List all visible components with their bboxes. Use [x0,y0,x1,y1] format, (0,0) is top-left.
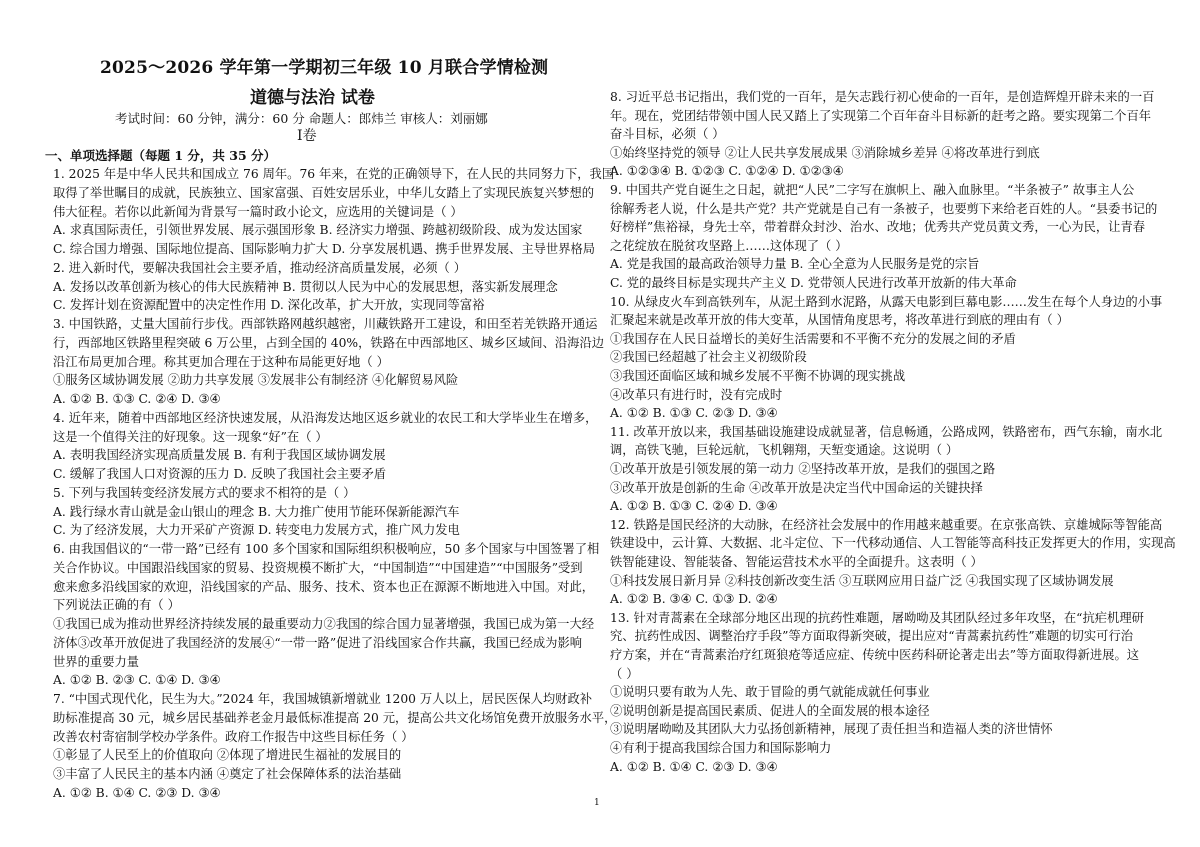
question-line: 汇聚起来就是改革开放的伟大变革，从国情角度思考，将改革进行到底的理由有（ ） [610,313,1069,327]
question-line: ④有利于提高我国综合国力和国际影响力 [610,741,832,755]
volume-label: Ⅰ卷 [297,128,317,144]
question-line: 行，西部地区铁路里程突破 6 万公里，占到全国的 40%，铁路在中西部地区、城乡区域间、沿海沿边 [53,336,605,350]
question-line: A. 表明我国经济实现高质量发展 B. 有利于我国区域协调发展 [53,448,386,462]
subject-title: 道德与法治 试卷 [250,88,375,108]
question-line: A. ①②③④ B. ①②③ C. ①②④ D. ①②③④ [610,164,844,178]
question-line: 之花绽放在脱贫攻坚路上……这体现了（ ） [610,239,848,253]
question-line: A. ①② B. ①③ C. ②④ D. ③④ [610,499,778,513]
question-line: 8. 习近平总书记指出，我们党的一百年，是矢志践行初心使命的一百年，是创造辉煌开辟未来的一百 [610,90,1155,104]
question-line: C. 综合国力增强、国际地位提高、国际影响力扩大 D. 分享发展机遇、携手世界发展、主导世界格局 [53,242,596,256]
question-line: ③我国还面临区域和城乡发展不平衡不协调的现实挑战 [610,369,906,383]
question-line: ②我国已经超越了社会主义初级阶段 [610,350,807,364]
question-line: 沿江布局更加合理。称其更加合理在于这种布局能更好地（ ） [53,355,389,369]
question-line: 调，高铁飞驰，巨轮远航，飞机翱翔，天堑变通途。这说明（ ） [610,443,959,457]
question-line: ①服务区域协调发展 ②助力共享发展 ③发展非公有制经济 ④化解贸易风险 [53,373,459,387]
question-line: ②说明创新是提高国民素质、促进人的全面发展的根本途径 [610,704,930,718]
question-line: 世界的重要力量 [53,655,140,669]
question-line: 铁建设中，云计算、大数据、北斗定位、下一代移动通信、人工智能等高科技正发挥更大的作用，实现高 [610,536,1176,550]
question-line: A. ①② B. ①③ C. ②④ D. ③④ [53,392,221,406]
question-line: C. 为了经济发展，大力开采矿产资源 D. 转变电力发展方式，推广风力发电 [53,523,460,537]
page-number: 1 [594,798,600,808]
question-line: 这是一个值得关注的好现象。这一现象“好”在（ ） [53,430,328,444]
question-line: A. ①② B. ②③ C. ①④ D. ③④ [53,673,221,687]
question-line: 济体③改革开放促进了我国经济的发展④“一带一路”促进了沿线国家合作共赢，我国已经成为影响 [53,636,583,650]
question-line: ①说明只要有敢为人先、敢于冒险的勇气就能成就任何事业 [610,685,930,699]
question-line: 年。现在，党团结带领中国人民又踏上了实现第二个百年奋斗目标新的赶考之路。要实现第二个百年 [610,109,1152,123]
question-line: 1. 2025 年是中华人民共和国成立 76 周年。76 年来，在党的正确领导下，在人民的共同努力下，我国 [53,167,615,181]
question-line: 铁智能建设、智能装备、智能运营技术水平的全面提升。这表明（ ） [610,555,983,569]
question-line: A. ①② B. ③④ C. ①③ D. ②④ [610,592,778,606]
question-line: A. ①② B. ①④ C. ②③ D. ③④ [610,760,778,774]
question-line: 改善农村寄宿制学校办学条件。政府工作报告中这些目标任务（ ） [53,730,414,744]
question-line: ③丰富了人民民主的基本内涵 ④奠定了社会保障体系的法治基础 [53,767,402,781]
question-line: 10. 从绿皮火车到高铁列车，从泥土路到水泥路，从露天电影到巨幕电影……发生在每个人身边的小事 [610,295,1163,309]
question-line: 伟大征程。若你以此新闻为背景写一篇时政小论文，应选用的关键词是（ ） [53,205,463,219]
question-line: ③说明屠呦呦及其团队大力弘扬创新精神，展现了责任担当和造福人类的济世情怀 [610,722,1053,736]
question-line: ③改革开放是创新的生命 ④改革开放是决定当代中国命运的关键抉择 [610,481,983,495]
question-line: A. ①② B. ①④ C. ②③ D. ③④ [53,786,221,800]
question-line: ①改革开放是引领发展的第一动力 ②坚持改革开放，是我们的强国之路 [610,462,996,476]
question-line: A. 求真国际责任，引领世界发展、展示强国形象 B. 经济实力增强、跨越初级阶段、成为发达国家 [53,223,583,237]
question-line: 究、抗药性成因、调整治疗手段”等方面取得新突破，提出应对“青蒿素抗药性”难题的切实可行治 [610,629,1134,643]
question-line: 6. 由我国倡议的“一带一路”已经有 100 多个国家和国际组织积极响应，50 多个国家与中国签署了相 [53,542,600,556]
question-line: 关合作协议。中国跟沿线国家的贸易、投资规模不断扩大，“中国制造”“中国建造”“中国服务”受到 [53,561,583,575]
question-line: ①我国存在人民日益增长的美好生活需要和不平衡不充分的发展之间的矛盾 [610,332,1016,346]
question-line: 9. 中国共产党自诞生之日起，就把“人民”二字写在旗帜上、融入血脉里。“半条被子” 故事主人公 [610,183,1135,197]
question-line: ①科技发展日新月异 ②科技创新改变生活 ③互联网应用日益广泛 ④我国实现了区域协调发展 [610,574,1114,588]
exam-info: 考试时间：60 分钟，满分：60 分 命题人：郎炜兰 审核人：刘丽娜 [115,111,488,126]
question-line: 11. 改革开放以来，我国基础设施建设成就显著，信息畅通，公路成网，铁路密布，西气东输，南水北 [610,425,1163,439]
question-line: A. 发扬以改革创新为核心的伟大民族精神 B. 贯彻以人民为中心的发展思想，落实新发展理念 [53,280,558,294]
question-line: 奋斗目标，必须（ ） [610,127,725,141]
question-line: （ ） [610,667,639,681]
question-line: 3. 中国铁路，丈量大国前行步伐。西部铁路网越织越密，川藏铁路开工建设，和田至若羌铁路开通运 [53,317,598,331]
question-line: 13. 针对青蒿素在全球部分地区出现的抗药性难题，屠呦呦及其团队经过多年攻坚，在“抗疟机理研 [610,611,1144,625]
question-line: ④改革只有进行时，没有完成时 [610,388,783,402]
question-line: A. 践行绿水青山就是金山银山的理念 B. 大力推广使用节能环保新能源汽车 [53,505,460,519]
question-line: 好榜样”焦裕禄，身先士卒，带着群众封沙、治水、改地；优秀共产党员黄文秀，一心为民，让青春 [610,220,1146,234]
question-line: 愈来愈多沿线国家的欢迎，沿线国家的产品、服务、技术、资本也正在源源不断地进入中国。对此， [53,580,595,594]
question-line: 12. 铁路是国民经济的大动脉，在经济社会发展中的作用越来越重要。在京张高铁、京雄城际等智能高 [610,518,1163,532]
question-line: 5. 下列与我国转变经济发展方式的要求不相符的是（ ） [53,486,356,500]
question-line: C. 发挥计划在资源配置中的决定性作用 D. 深化改革，扩大开放，实现同等富裕 [53,298,485,312]
question-line: ①我国已成为推动世界经济持续发展的最重要动力②我国的综合国力显著增强，我国已成为第一大经 [53,617,595,631]
question-line: ①始终坚持党的领导 ②让人民共享发展成果 ③消除城乡差异 ④将改革进行到底 [610,146,1040,160]
question-line: 2. 进入新时代，要解决我国社会主要矛盾，推动经济高质量发展，必须（ ） [53,261,467,275]
section-heading: 一、单项选择题（每题 1 分，共 35 分） [45,148,277,163]
question-line: C. 党的最终目标是实现共产主义 D. 党带领人民进行改革开放新的伟大革命 [610,276,1017,290]
question-line: A. ①② B. ①③ C. ②③ D. ③④ [610,406,778,420]
question-line: 下列说法正确的有（ ） [53,598,180,612]
question-line: 疗方案，并在“青蒿素治疗红斑狼疮等适应症、传统中医药科研论著走出去”等方面取得新进展。这 [610,648,1140,662]
question-line: A. 党是我国的最高政治领导力量 B. 全心全意为人民服务是党的宗旨 [610,257,980,271]
question-line: 7. “中国式现代化，民生为大。”2024 年，我国城镇新增就业 1200 万人以上，居民医保人均财政补 [53,692,593,706]
question-line: 助标准提高 30 元，城乡居民基础养老金月最低标准提高 20 元，提高公共文化场馆免费开放服务水平， [53,711,617,725]
question-line: 取得了举世瞩目的成就，民族独立、国家富强、百姓安居乐业，中华儿女踏上了实现民族复兴梦想的 [53,186,595,200]
question-line: 4. 近年来，随着中西部地区经济快速发展，从沿海发达地区返乡就业的农民工和大学毕业生在增多， [53,411,598,425]
question-line: 徐解秀老人说，什么是共产党？共产党就是自己有一条被子，也要剪下来给老百姓的人。“县委书记的 [610,202,1158,216]
question-line: ①彰显了人民至上的价值取向 ②体现了增进民生福祉的发展目的 [53,748,402,762]
exam-title: 2025～2026 学年第一学期初三年级 10 月联合学情检测 [100,58,549,78]
question-line: C. 缓解了我国人口对资源的压力 D. 反映了我国社会主要矛盾 [53,467,387,481]
